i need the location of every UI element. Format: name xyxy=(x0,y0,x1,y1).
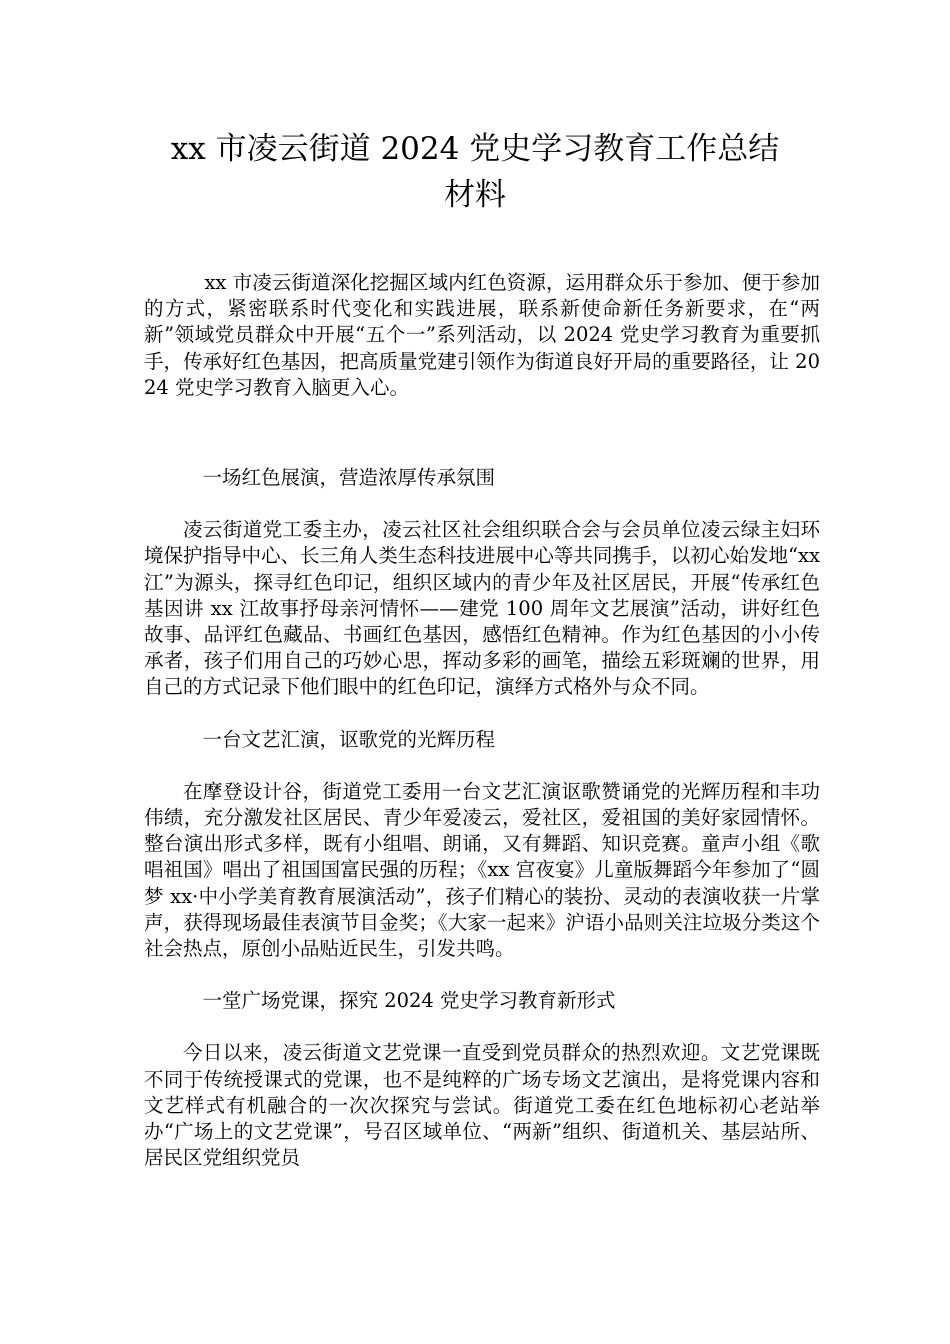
spacer xyxy=(144,491,820,517)
section-paragraph-3: 今日以来，凌云街道文艺党课一直受到党员群众的热烈欢迎。文艺党课既不同于传统授课式的党课，也不是纯粹的广场专场文艺演出，是将党课内容和文艺样式有机融合的一次次探究与尝试。街道党工委在红色地标初心老站举办“广场上的文艺党课”，号召区域单位、“两新”组织、街道机关、基层站所、居民区党组织党员 xyxy=(144,1041,820,1170)
section-heading-2: 一台文艺汇演，讴歌党的光辉历程 xyxy=(202,727,496,751)
spacer xyxy=(144,753,820,779)
spacer xyxy=(144,1014,820,1040)
section-heading-1: 一场红色展演，营造浓厚传承氛围 xyxy=(202,466,496,490)
document-title xyxy=(120,126,830,218)
section-heading-3: 一堂广场党课，探究 2024 党史学习教育新形式 xyxy=(202,989,616,1013)
title-line-2: 材料 xyxy=(444,177,506,213)
document-body xyxy=(144,270,820,1171)
intro-paragraph: xx 市凌云街道深化挖掘区域内红色资源，运用群众乐于参加、便于参加的方式，紧密联系时代变化和实践进展，联系新使命新任务新要求，在“两新”领域党员群众中开展“五个一”系列活动，以 2024 党史学习教育为重要抓手，传承好红色基因，把高质量党建引领作为街道良好开局的重要路径，让 2024 党史学习教育入脑更入心。 xyxy=(144,271,820,399)
spacer xyxy=(144,962,820,988)
section-paragraph-1: 凌云街道党工委主办，凌云社区社会组织联合会与会员单位凌云绿主妇环境保护指导中心、长三角人类生态科技进展中心等共同携手，以初心始发地“xx 江”为源头，探寻红色印记，组织区域内的青少年及社区居民，开展“传承红色基因讲 xx 江故事抒母亲河情怀——建党 100 周年文艺展演”活动，讲好红色故事、品评红色藏品、书画红色基因，感悟红色精神。作为红色基因的小小传承者，孩子们用自己的巧妙心思，挥动多彩的画笔，描绘五彩斑斓的世界，用自己的方式记录下他们眼中的红色印记，演绎方式格外与众不同。 xyxy=(144,518,820,699)
spacer xyxy=(144,701,820,727)
title-line-1: xx 市凌云街道 2024 党史学习教育工作总结 xyxy=(170,131,780,167)
spacer xyxy=(144,401,820,465)
section-paragraph-2: 在摩登设计谷，街道党工委用一台文艺汇演讴歌赞诵党的光辉历程和丰功伟绩，充分激发社区居民、青少年爱凌云，爱社区，爱祖国的美好家园情怀。整台演出形式多样，既有小组唱、朗诵，又有舞蹈、知识竞赛。童声小组《歌唱祖国》唱出了祖国国富民强的历程；《xx 宫夜宴》儿童版舞蹈今年参加了“圆梦 xx·中小学美育教育展演活动”，孩子们精心的装扮、灵动的表演收获一片掌声，获得现场最佳表演节目金奖；《大家一起来》沪语小品则关注垃圾分类这个社会热点，原创小品贴近民生，引发共鸣。 xyxy=(144,779,820,961)
